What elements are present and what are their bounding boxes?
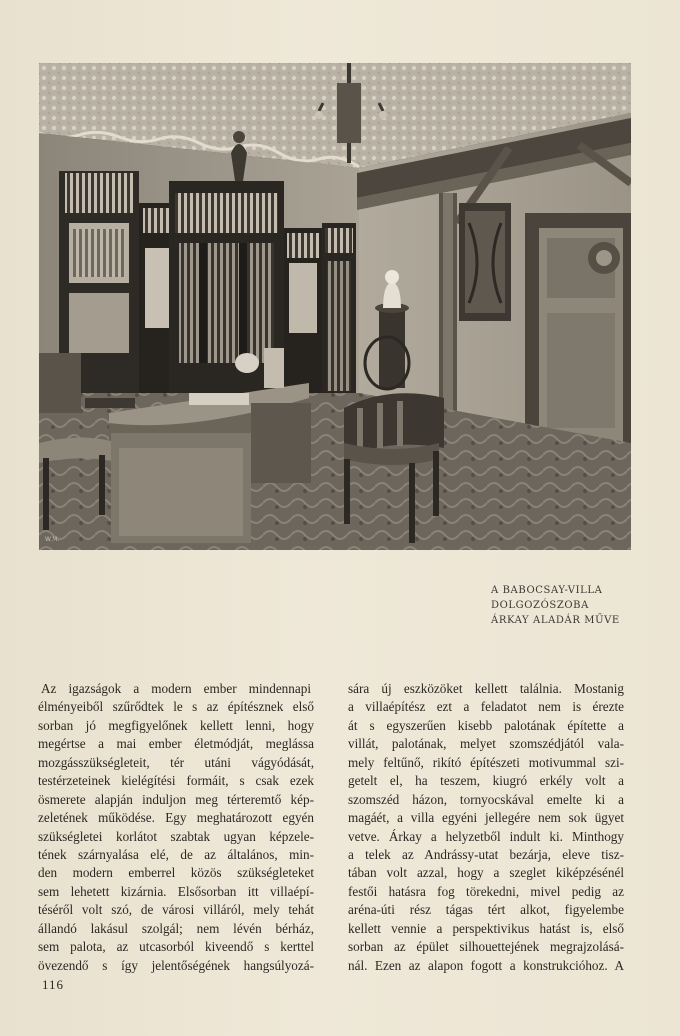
text-line: ösmerete alapján induljon meg térteremtő kép- — [38, 791, 314, 807]
photo-illustration — [39, 63, 631, 550]
text-line: a villaépítész ezt a feladatot nem is érezte — [348, 699, 624, 715]
caption-line-2: DOLGOZÓSZOBA — [491, 600, 589, 611]
text-line: sem palota, az utcasorból kiveendő s kerttel — [38, 939, 314, 955]
text-column-left — [38, 680, 314, 975]
text-line: állandó lakásul szolgál; nem lévén bérház, — [38, 920, 314, 936]
text-line: át s egyszerűen kisebb palotának építette a — [348, 717, 624, 733]
text-column-right — [348, 680, 624, 975]
text-line: sem lehetett kizárnia. Elsősorban itt villaépí- — [38, 883, 314, 899]
text-line: villát, palotának, melyet szomszédjától vala- — [348, 736, 624, 752]
text-line: festői hatásra fog törekedni, mivel pedig az — [348, 883, 624, 899]
text-line: a telek az Andrássy-utat bezárja, eleve tisz- — [348, 846, 624, 862]
text-line: magáét, a villa egyéni jellegére nem sok ügyet — [348, 810, 624, 826]
text-line: testérzeteinek kielégítési formáit, s csak ezek — [38, 773, 314, 789]
text-line: téséről volt szó, de városi villáról, mely tehát — [38, 902, 314, 918]
text-line: aréna-úti rész tágas tért alkot, figyelembe — [348, 902, 624, 918]
text-line: getelt el, ha teszem, kiugró erkély volt a — [348, 773, 624, 789]
text-line: szükségletei korlátot szabtak ugyan képzele- — [38, 828, 314, 844]
text-line: sorban az épület silhouettejének megrajzolásá- — [348, 939, 624, 955]
interior-photograph — [39, 63, 631, 550]
svg-text:W.M.: W.M. — [45, 536, 60, 543]
text-line: mely feltűnő, rikító építészeti motivummal szi- — [348, 754, 624, 770]
text-line: szomszéd házon, tornyocskával emelte ki a — [348, 791, 624, 807]
text-line: sorban jó megfigyelőnek kellett lenni, hogy — [38, 717, 314, 733]
photo-caption — [491, 583, 671, 628]
caption-line-3: ÁRKAY ALADÁR MŰVE — [491, 615, 620, 626]
text-line: zeletének működése. Egy meghatározott egyén — [38, 810, 314, 826]
text-line: tában volt azzal, hogy a szeglet kiképzésénél — [348, 865, 624, 881]
text-line: vetve. Árkay a helyzetből indult ki. Minthogy — [348, 828, 624, 844]
page-number: 116 — [42, 977, 65, 992]
text-line: sára új eszközöket kellett találnia. Mostanig — [348, 681, 624, 696]
text-line: mozgásszükségleteit, tér utáni vágyódását, — [38, 754, 314, 770]
text-line: Az igazságok a modern ember mindennapi — [41, 681, 311, 696]
text-line: tének szárnyalása elé, de az általános, min- — [38, 846, 314, 862]
text-line: élményeiből szűrődtek le s az építésznek első — [38, 699, 314, 715]
text-line: övezendő s így jelentőségének hangsúlyozá- — [38, 957, 314, 973]
text-line: nál. Ezen az alapon fogott a konstrukcióhoz. A — [348, 957, 624, 973]
text-line: den modern emberrel közös szükségleteket — [38, 865, 314, 881]
text-line: megértse a mai ember életmódját, meglássa — [38, 736, 314, 752]
caption-line-1: A BABOCSAY-VILLA — [491, 585, 603, 596]
text-line: kellett vennie a perspektivikus hatást is, első — [348, 920, 624, 936]
